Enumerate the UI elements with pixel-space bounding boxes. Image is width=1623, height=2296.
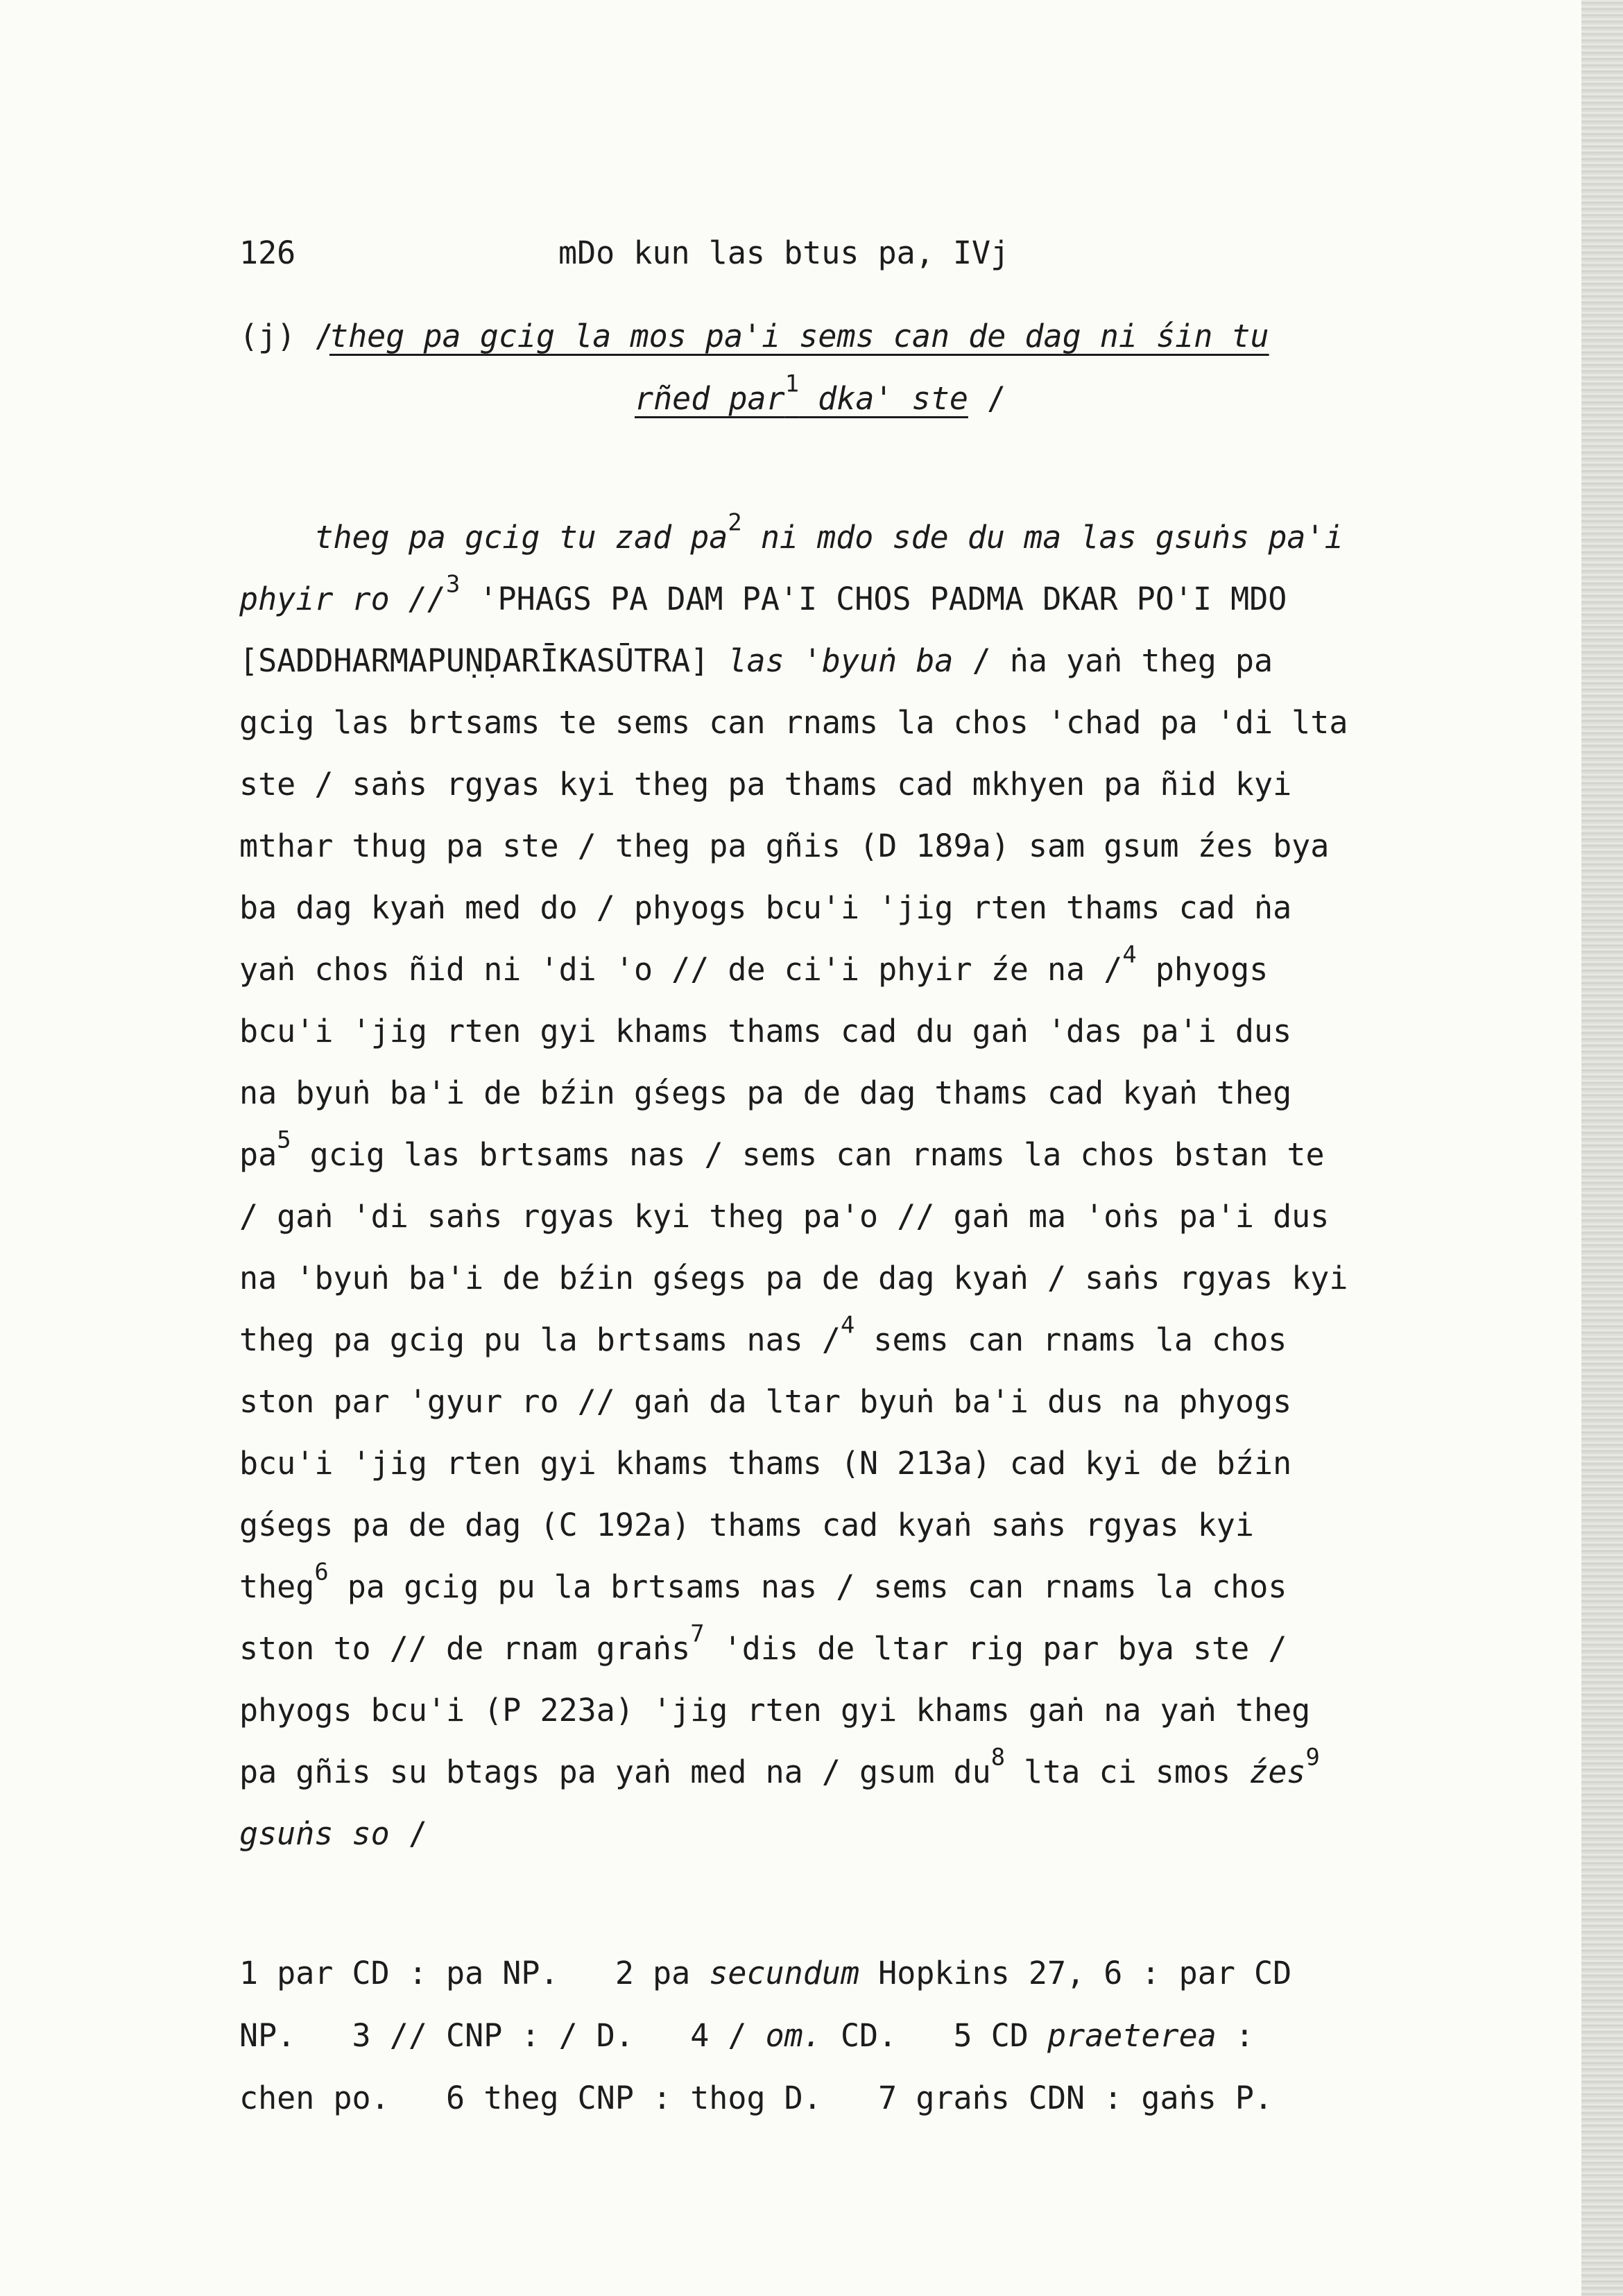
footnote-line: [239, 1942, 1488, 2005]
body-line: phyogs bcu'i (P 223a) 'jig rten gyi khams gaṅ na yaṅ theg: [239, 1692, 1311, 1729]
section-title-end: /: [968, 380, 1006, 417]
section-title-part: rñed par: [635, 380, 785, 417]
footnote-ref: 3: [446, 570, 461, 598]
footnote-ref: 7: [690, 1620, 705, 1647]
text-span: NP. 3 // CNP : / D. 4 /: [239, 2017, 766, 2054]
footnotes: [239, 1942, 1488, 2130]
body-line: [239, 630, 1488, 692]
body-line: [239, 506, 1488, 568]
body-line: ba dag kyaṅ med do / phyogs bcu'i 'jig rten thams cad ṅa: [239, 889, 1292, 926]
body-line: [239, 1556, 1488, 1618]
body-line: [239, 1124, 1488, 1185]
footnote-line: [239, 2005, 1488, 2067]
text-span: /: [389, 1815, 427, 1852]
body-line: [239, 939, 1488, 1000]
text-span: źes: [1249, 1754, 1306, 1790]
body-line: na byuṅ ba'i de bźin gśegs pa de dag thams cad kyaṅ theg: [239, 1074, 1292, 1111]
section-label: (j) /: [239, 318, 334, 354]
text-span: ni mdo sde du ma las gsuṅs pa'i: [741, 519, 1343, 556]
text-span: :: [1216, 2017, 1255, 2054]
footnote-ref: 5: [277, 1126, 291, 1154]
text-span: secundum: [709, 1955, 860, 1991]
text-span: gcig las brtsams nas / sems can rnams la chos bstan te: [291, 1136, 1325, 1173]
text-span: phyogs: [1136, 951, 1269, 988]
running-header: [239, 229, 1432, 277]
body-line: [239, 568, 1488, 630]
footnote-ref: 8: [990, 1743, 1006, 1771]
body-line: gcig las brtsams te sems can rnams la chos 'chad pa 'di lta: [239, 704, 1348, 741]
text-span: / ṅa yaṅ theg pa: [953, 642, 1273, 679]
body-line: bcu'i 'jig rten gyi khams thams cad du gaṅ 'das pa'i dus: [239, 1013, 1292, 1050]
body-line: ste / saṅs rgyas kyi theg pa thams cad mkhyen pa ñid kyi: [239, 766, 1292, 803]
footnote-ref: 4: [840, 1311, 855, 1339]
text-span: 1 par CD : pa NP. 2 pa: [239, 1955, 710, 1991]
page-number: 126: [239, 234, 296, 271]
text-span: lta ci smos: [1005, 1754, 1250, 1790]
section-title-line-1: theg pa gcig la mos pa'i sems can de dag ni śin tu: [329, 318, 1269, 354]
body-line: [239, 1741, 1488, 1803]
body-text: [239, 506, 1488, 1865]
text-span: pa: [239, 1136, 277, 1173]
text-span: praeterea: [1047, 2017, 1217, 2054]
footnote-ref: 2: [728, 508, 742, 536]
page-edge-shadow: [1581, 0, 1623, 2296]
text-span: theg: [239, 1568, 315, 1605]
footnote-line: chen po. 6 theg CNP : thog D. 7 graṅs CDN : gaṅs P.: [239, 2080, 1273, 2116]
text-span: theg pa gcig pu la brtsams nas /: [239, 1321, 841, 1358]
text-span: yaṅ chos ñid ni 'di 'o // de ci'i phyir źe na /: [239, 951, 1123, 988]
text-span: theg pa gcig tu zad pa: [239, 519, 728, 556]
text-span: Hopkins 27, 6 : par CD: [859, 1955, 1292, 1991]
text-span: 'dis de ltar rig par bya ste /: [704, 1630, 1287, 1667]
body-line: bcu'i 'jig rten gyi khams thams (N 213a) cad kyi de bźin: [239, 1445, 1292, 1482]
section-title-line-2: [635, 368, 1006, 430]
text-span: gsuṅs so: [239, 1815, 390, 1852]
text-span: om.: [765, 2017, 822, 2054]
body-line: [239, 1618, 1488, 1679]
footnote-ref: 4: [1122, 941, 1137, 968]
text-span: pa gcig pu la brtsams nas / sems can rnams la chos: [328, 1568, 1287, 1605]
section-title-part: dka' ste: [799, 380, 968, 417]
footnote-ref: 9: [1305, 1743, 1320, 1771]
body-line: [239, 1803, 1488, 1865]
text-span: [SADDHARMAPUṆḌARĪKASŪTRA]: [239, 642, 728, 679]
text-span: las 'byuṅ ba: [728, 642, 954, 679]
body-line: na 'byuṅ ba'i de bźin gśegs pa de dag kyaṅ / saṅs rgyas kyi: [239, 1260, 1348, 1296]
footnote-ref: 6: [314, 1558, 329, 1586]
body-line: ston par 'gyur ro // gaṅ da ltar byuṅ ba'i dus na phyogs: [239, 1383, 1292, 1420]
text-span: ston to // de rnam graṅs: [239, 1630, 691, 1667]
body-line: gśegs pa de dag (C 192a) thams cad kyaṅ saṅs rgyas kyi: [239, 1507, 1254, 1543]
body-line: / gaṅ 'di saṅs rgyas kyi theg pa'o // gaṅ ma 'oṅs pa'i dus: [239, 1198, 1330, 1235]
text-span: pa gñis su btags pa yaṅ med na / gsum du: [239, 1754, 991, 1790]
running-title: mDo kun las btus pa, IVj: [558, 234, 1010, 271]
text-span: 'PHAGS PA DAM PA'I CHOS PADMA DKAR PO'I MDO: [460, 581, 1287, 617]
text-span: phyir ro //: [239, 581, 447, 617]
text-span: CD. 5 CD: [821, 2017, 1047, 2054]
body-line: mthar thug pa ste / theg pa gñis (D 189a) sam gsum źes bya: [239, 828, 1330, 864]
text-span: sems can rnams la chos: [855, 1321, 1287, 1358]
footnote-ref: 1: [784, 370, 800, 397]
body-line: [239, 1309, 1488, 1371]
